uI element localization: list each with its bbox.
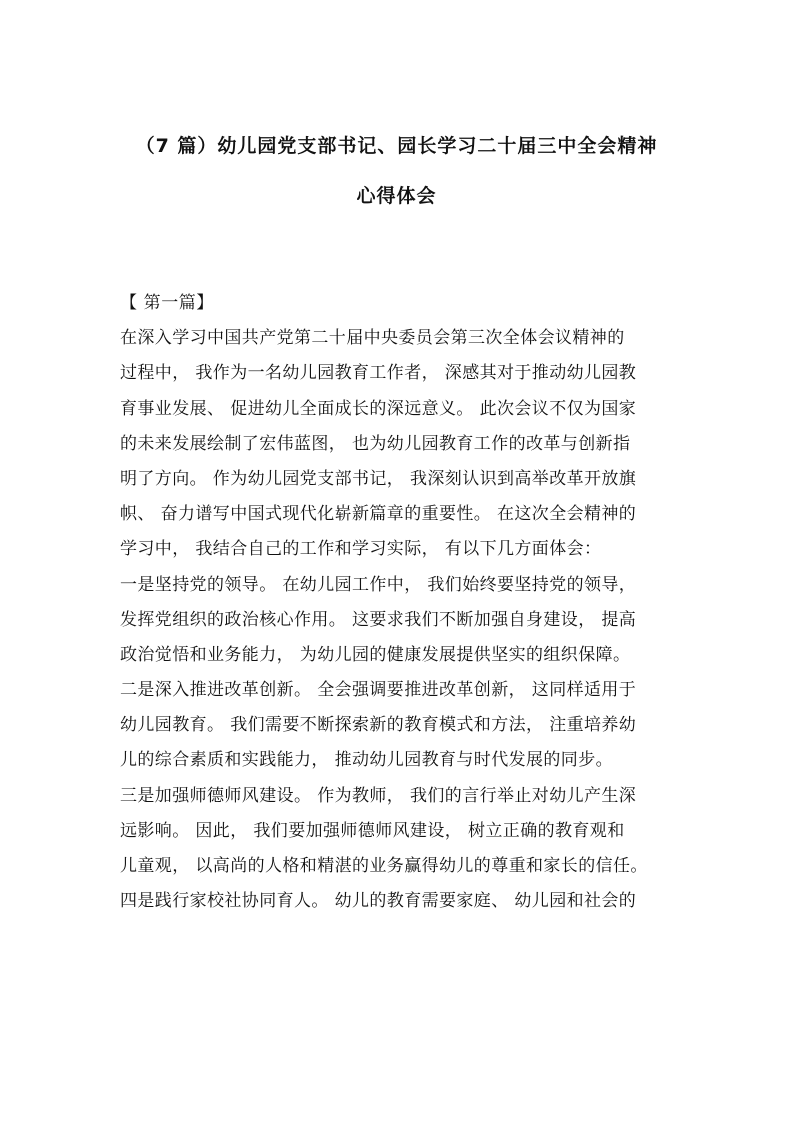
paragraph-line-8: 一是坚持党的领导。 在幼儿园工作中， 我们始终要坚持党的领导， <box>120 574 637 595</box>
paragraph-line-1: 在深入学习中国共产党第二十届中央委员会第三次全体会议精神的 <box>120 328 625 349</box>
paragraph-line-16: 儿童观， 以高尚的人格和精湛的业务赢得幼儿的尊重和家长的信任。 <box>120 856 648 876</box>
document-title-line-1: （7 篇）幼儿园党支部书记、园长学习二十届三中全会精神 <box>135 135 658 157</box>
paragraph-line-4: 的未来发展绘制了宏伟蓝图， 也为幼儿园教育工作的改革与创新指 <box>120 433 631 454</box>
paragraph-line-10: 政治觉悟和业务能力， 为幼儿园的健康发展提供坚实的组织保障。 <box>120 644 631 665</box>
paragraph-line-17: 四是践行家校社协同育人。 幼儿的教育需要家庭、 幼儿园和社会的 <box>120 891 637 912</box>
document-title-line-2: 心得体会 <box>356 185 437 207</box>
paragraph-line-3: 育事业发展、 促进幼儿全面成长的深远意义。 此次会议不仅为国家 <box>120 398 637 419</box>
paragraph-line-9: 发挥党组织的政治核心作用。 这要求我们不断加强自身建设， 提高 <box>120 609 637 630</box>
section-label: 【 第一篇】 <box>120 293 215 313</box>
paragraph-line-5: 明了方向。 作为幼儿园党支部书记， 我深刻认识到高举改革开放旗 <box>120 468 637 489</box>
paragraph-line-12: 幼儿园教育。 我们需要不断探索新的教育模式和方法， 注重培养幼 <box>120 715 637 736</box>
paragraph-line-13: 儿的综合素质和实践能力， 推动幼儿园教育与时代发展的同步。 <box>120 750 614 771</box>
paragraph-line-7: 学习中， 我结合自己的工作和学习实际， 有以下几方面体会： <box>120 539 602 560</box>
paragraph-line-14: 三是加强师德师风建设。 作为教师， 我们的言行举止对幼儿产生深 <box>120 785 637 806</box>
document-body <box>120 286 680 919</box>
paragraph-line-15: 远影响。 因此， 我们要加强师德师风建设， 树立正确的教育观和 <box>120 820 625 841</box>
paragraph-line-6: 帜、 奋力谱写中国式现代化崭新篇章的重要性。 在这次全会精神的 <box>120 504 637 525</box>
paragraph-line-2: 过程中， 我作为一名幼儿园教育工作者， 深感其对于推动幼儿园教 <box>120 363 637 384</box>
paragraph-line-11: 二是深入推进改革创新。 全会强调要推进改革创新， 这同样适用于 <box>120 680 637 701</box>
